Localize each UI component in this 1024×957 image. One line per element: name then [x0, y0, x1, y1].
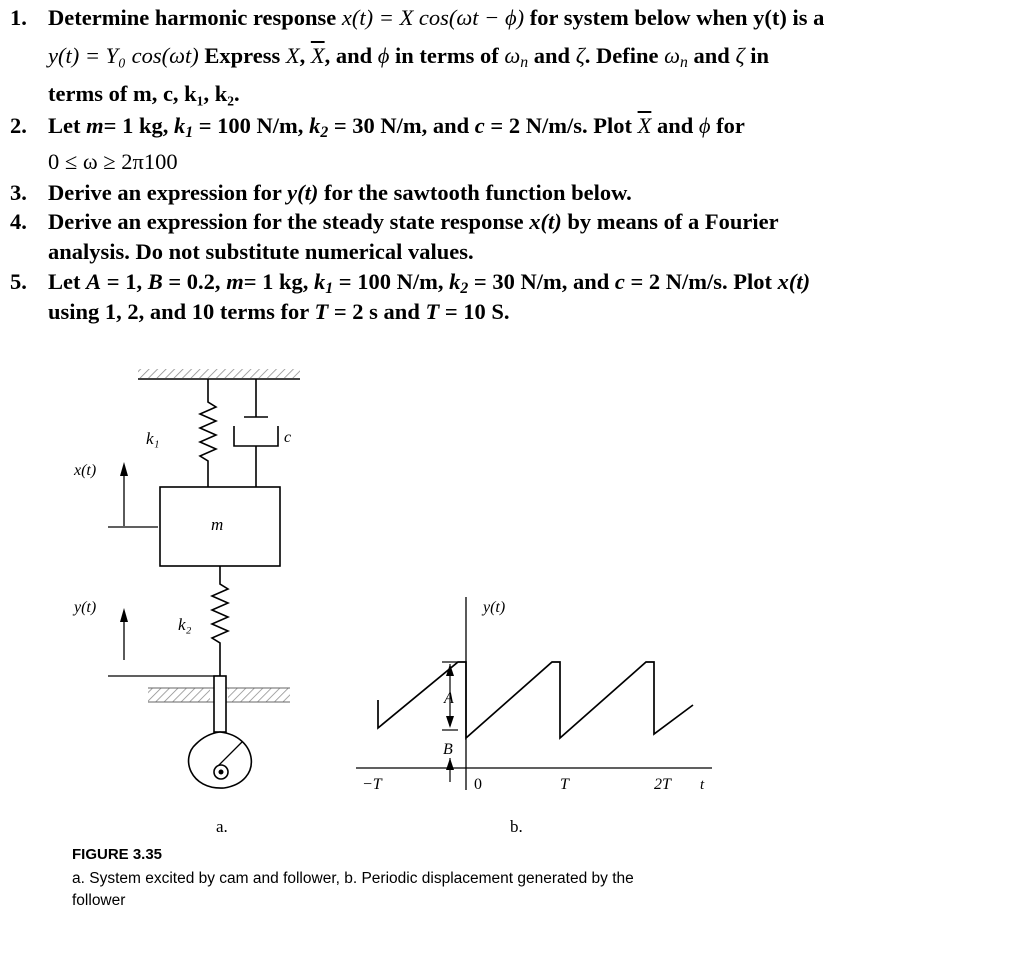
follower-rod	[214, 676, 226, 732]
dim-B-arrow	[446, 758, 454, 770]
label-c: c	[284, 429, 292, 446]
label-xt: x(t)	[74, 462, 97, 479]
spring-k1	[200, 379, 216, 487]
sublabel-b: b.	[510, 817, 523, 836]
question-5-line-1: Let A = 1, B = 0.2, m= 1 kg, $k_1 = 100$ N/m, $k_2 = 30$ N/m, and c = 2 N/m/s. Plot x(t)	[48, 269, 811, 297]
label-m: m	[211, 515, 224, 534]
tick-2T: 2T	[654, 776, 671, 793]
figure-caption-line-2: follower	[72, 892, 126, 909]
question-number: 2.	[10, 113, 27, 138]
question-3-line-1: Derive an expression for y(t) for the sawtooth function below.	[48, 180, 632, 205]
question-number: 4.	[10, 209, 27, 234]
sawtooth-wave	[378, 662, 693, 738]
question-4-line-2: analysis. Do not substitute numerical values.	[48, 239, 474, 264]
question-5-line-2: using 1, 2, and 10 terms for T = 2 s and T = 10 S.	[48, 299, 510, 324]
damper-c	[234, 379, 278, 487]
tick-T: T	[560, 776, 569, 793]
guide-hatch-left	[148, 688, 210, 702]
question-1-line-3: terms of m, c, k₁, k₂.	[48, 81, 240, 106]
question-1-line-1: Determine harmonic response x(t) = X cos(ωt − ϕ) for system below when y(t) is a	[48, 5, 825, 30]
label-B: B	[443, 741, 453, 758]
sawtooth-graph	[356, 597, 712, 836]
question-number: 1.	[10, 5, 27, 30]
label-yt-graph: y(t)	[483, 599, 506, 616]
label-k1: k₁	[146, 429, 160, 448]
spring-k2	[212, 566, 228, 676]
xt-arrow-head	[120, 462, 128, 476]
question-1-line-2: y(t) = Y₀ cos(ωt) Express X, $\overline{X}$, and ϕ in terms of $\omega_n$ and ζ. Define $\omega_n$ and ζ in	[48, 43, 769, 71]
tick-negT: −T	[362, 776, 382, 793]
cam-center	[219, 770, 224, 775]
question-number: 3.	[10, 180, 27, 205]
yt-arrow-head	[120, 608, 128, 622]
tick-zero: 0	[474, 776, 482, 793]
dim-A-arrow-down	[446, 716, 454, 728]
axis-t-label: t	[700, 777, 705, 793]
question-4-line-1: Derive an expression for the steady state response x(t) by means of a Fourier	[48, 209, 779, 234]
question-number: 5.	[10, 269, 27, 294]
question-2-line-2: 0 ≤ ω ≥ 2π100	[48, 149, 178, 174]
label-k2: k₂	[178, 615, 192, 634]
system-diagram	[72, 369, 300, 836]
figure-caption-line-1: a. System excited by cam and follower, b. Periodic displacement generated by the	[72, 870, 634, 887]
sublabel-a: a.	[216, 817, 228, 836]
figure-caption-title: FIGURE 3.35	[72, 846, 163, 863]
label-A: A	[444, 690, 454, 707]
ceiling-hatch	[138, 369, 300, 378]
label-yt-system: y(t)	[74, 599, 97, 616]
guide-hatch-right	[228, 688, 290, 702]
question-2-line-1: Let m= 1 kg, $k_1 = 100$ N/m, $k_2 = 30$ N/m, and c = 2 N/m/s. Plot $\overline{X}$ and ϕ for	[48, 113, 745, 141]
